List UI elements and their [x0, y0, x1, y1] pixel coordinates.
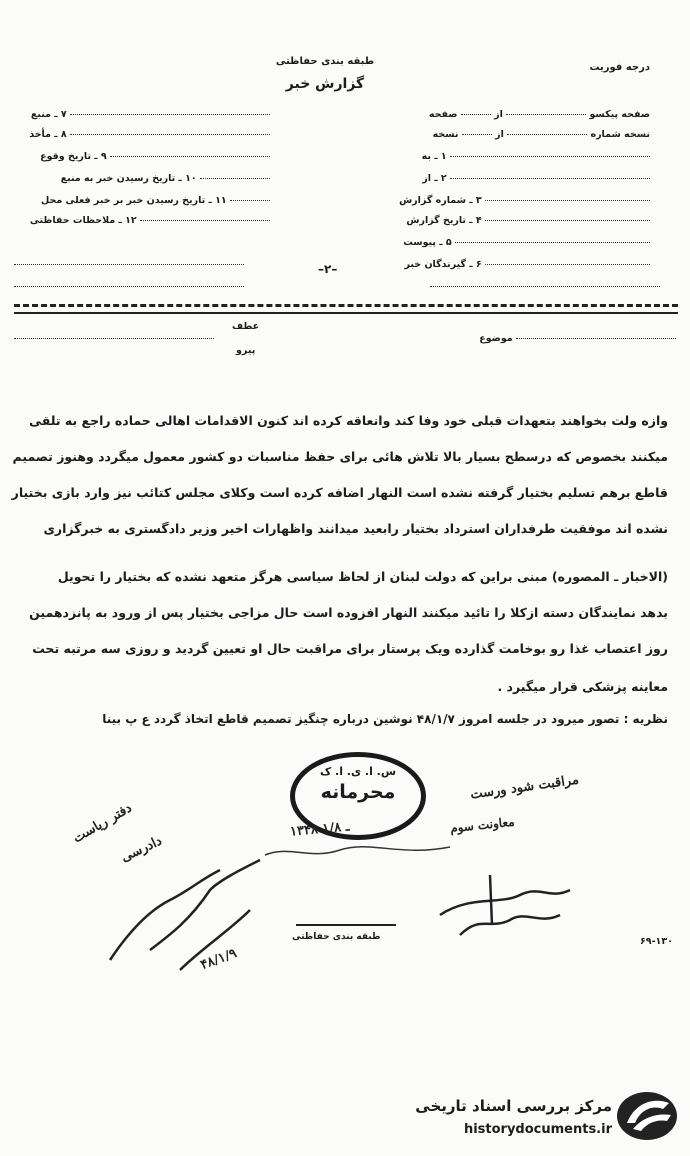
- urgency-label: درجه فوریت: [589, 62, 650, 73]
- blank-line: [14, 258, 244, 265]
- field-occurrence-date: ۹ ـ تاریخ وقوع: [40, 150, 270, 164]
- subject-field: موضوع: [479, 332, 676, 346]
- body-line: معاینه پزشکی قرار میگیرد .: [497, 679, 668, 694]
- body-line: نشده اند موفقیت طرفداران استرداد بختیار رابعید میدانند واظهارات اخیر وزیر دادگستری به خبرگزاری: [43, 521, 668, 536]
- document-title: گزارش خبر: [285, 76, 365, 92]
- blank-line: [14, 280, 244, 287]
- body-line: وازه ولت بخواهند بتعهدات قبلی خود وفا کند وانعاقه کرده اند کنون الاقدامات اهالی حماده راجع به تلقی: [29, 413, 668, 428]
- divider: [296, 924, 396, 926]
- field-news-to-source-date: ۱۰ ـ تاریخ رسیدن خبر به منبع: [61, 172, 270, 186]
- handwritten-date: ۱۳۴۸ ـ ۱/۸: [289, 819, 351, 840]
- blank-line: [14, 338, 214, 339]
- handwritten-note: دادرسی: [118, 833, 165, 866]
- classification-label-bottom: طبقه بندی حفاظتی: [292, 932, 381, 942]
- body-line: قاطع برهم تسلیم بختیار گرفته نشده است النهار اضافه کرده است وکلای مجلس کتائب نیز وارد بازی بختیار: [11, 485, 668, 500]
- followup-label: پیرو: [236, 345, 256, 356]
- classification-label-top: طبقه بندی حفاظتی: [275, 56, 375, 67]
- divider: [14, 304, 678, 307]
- reference-label: عطف: [232, 321, 260, 332]
- field-reference: ۸ ـ مأخذ: [29, 128, 270, 142]
- field-news-received-date: ۱۱ ـ تاریخ رسیدن خبر بر خبر فعلی محل: [41, 194, 270, 208]
- field-copy: نسخه شماره از نسخه: [432, 129, 650, 140]
- archive-name: مرکز بررسی اسناد تاریخی: [415, 1097, 612, 1115]
- field-attachment: ۵ ـ پیوست: [403, 236, 650, 250]
- handwritten-note: معاونت سوم: [449, 814, 516, 836]
- field-page: صفحه پیکسو از صفحه: [428, 109, 650, 120]
- body-line: (الاخبار ـ المصوره) مبنی براین که دولت لبنان از لحاظ سیاسی هرگز متعهد نشده که بختیار را تحویل: [57, 569, 668, 584]
- handwritten-date: ۴۸/۱/۹: [198, 946, 239, 973]
- field-recipients: ۶ ـ گیرندگان خبر: [405, 258, 651, 272]
- field-report-number: ۳ ـ شماره گزارش: [399, 194, 650, 208]
- blank-line: [430, 280, 660, 287]
- archive-logo-icon: [613, 1089, 681, 1143]
- divider: [14, 312, 678, 314]
- body-line: میکنند بخصوص که درسطح بسیار بالا تلاش هائی برای حفظ مناسبات دو کشور معمول میگردد وهنوز تصمیم: [12, 449, 668, 464]
- field-report-date: ۴ ـ تاریخ گزارش: [406, 214, 650, 228]
- body-line: روز اعتصاب غذا رو بوخامت گذارده ویک پرستار برای مراقبت حال او تعیین گردید و روزی سه مرتبه تحت: [32, 641, 668, 656]
- stamp-confidential: محرمانه: [320, 781, 396, 803]
- signature-scribble: [260, 835, 460, 865]
- stamp-agency: س. ا. ی. ا. ک: [319, 765, 397, 778]
- body-line: بدهد نمایندگان دسته ازکلا را تائید میکنند النهار افزوده است حال مزاجی بختیار پس از ورود به پانزدهمین: [29, 605, 668, 620]
- analyst-note: نظریه : تصور میرود در جلسه امروز ۴۸/۱/۷ نوشین درباره چنگیز تصمیم قاطع اتخاذ گردد ع پ بینا: [102, 712, 668, 726]
- signature-scribble: [430, 855, 580, 955]
- field-from: ۲ ـ از: [422, 172, 650, 186]
- document-number: ۶۹-۱۳۰: [640, 936, 673, 947]
- archive-url[interactable]: historydocuments.ir: [463, 1122, 612, 1137]
- field-source: ۷ ـ منبع: [31, 108, 270, 122]
- handwritten-note: دفتر ریاست: [70, 800, 135, 847]
- field-to: ۱ ـ به: [422, 150, 650, 164]
- handwritten-note: مراقبت شود ورست: [469, 772, 580, 803]
- field-security-notes: ۱۲ ـ ملاحظات حفاظتی: [30, 214, 270, 228]
- page-marker: –۲–: [318, 262, 338, 276]
